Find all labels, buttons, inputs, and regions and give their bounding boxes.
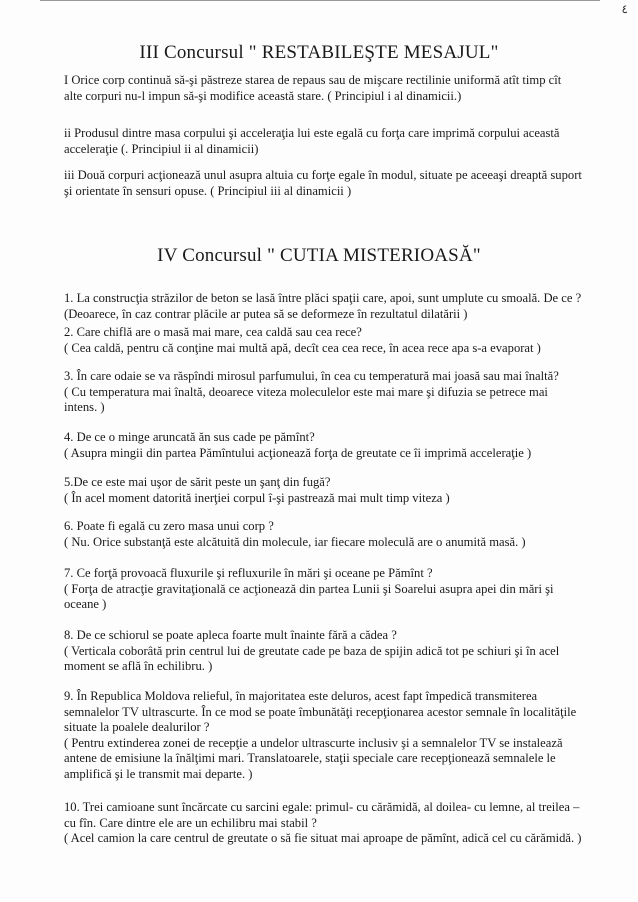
s4-item-3-line-3: intens. ) xyxy=(64,400,105,414)
s4-item-3 xyxy=(64,369,604,416)
s4-item-8-line-2: ( Verticala coborâtă prin centrul lui de greutate cade pe baza de spijin adică tot pe schiuri şi în acel xyxy=(64,643,560,658)
s4-item-3-line-2: ( Cu temperatura mai înaltă, deoarece viteza moleculelor este mai mare şi difuzia se petrece mai xyxy=(64,384,548,399)
s3-item-1-line-2: alte corpuri nu-l impun să-şi modifice această stare. ( Principiul i al dinamicii.) xyxy=(64,88,462,103)
s4-item-7-line-2: ( Forţa de atracţie gravitaţională ce acţionează din partea Lunii şi Soarelui asupra apei din mări şi xyxy=(64,581,554,596)
s4-item-7-line-3: oceane ) xyxy=(64,597,107,611)
s3-item-2 xyxy=(64,126,604,157)
section3-title: III Concursul " RESTABILEŞTE MESAJUL" xyxy=(139,42,499,63)
s4-item-8-line-1: 8. De ce schiorul se poate apleca foarte mult înainte fără a cădea ? xyxy=(64,628,397,642)
s4-item-7-line-1: 7. Ce forţă provoacă fluxurile şi refluxurile în mări şi oceane pe Pămînt ? xyxy=(64,566,433,580)
s4-item-3-line-1: 3. În care odaie se va răspîndi mirosul parfumului, în cea cu temperatură mai joasă sau mai înaltă? xyxy=(64,369,559,383)
s4-item-5 xyxy=(64,475,604,506)
s4-item-4-line-2: ( Asupra mingii din partea Pămîntului acţionează forţa de greutate ce îi imprimă acceleraţie ) xyxy=(64,445,532,460)
s4-item-2 xyxy=(64,325,604,356)
s4-item-9-line-5: antene de emisiune la înălţimi mari. Translatoarele, staţii speciale care recepţionează semnalele le xyxy=(64,751,556,765)
s4-item-10 xyxy=(64,800,604,847)
top-border-line xyxy=(40,0,600,5)
s4-item-5-line-1: 5.De ce este mai uşor de sărit peste un şanţ din fugă? xyxy=(64,475,331,489)
s4-item-9-line-1: 9. În Republica Moldova relieful, în majoritatea este deluros, acest fapt împedică transmiterea xyxy=(64,689,538,703)
s4-item-2-line-2: ( Cea caldă, pentru că conţine mai multă apă, decît cea cea rece, în acea rece apa s-a evaporat ) xyxy=(64,340,541,355)
section4-title: IV Concursul " CUTIA MISTERIOASĂ" xyxy=(157,245,481,266)
s4-item-9-line-2: semnalelor TV ultrascurte. În ce mod se poate îmbunătăţi recepţionarea acestor semnale în localităţile xyxy=(64,704,577,719)
s4-item-9-line-4: ( Pentru extinderea zonei de recepţie a undelor ultrascurte inclusiv şi a semnalelor TV se instalează xyxy=(64,735,563,750)
s4-item-7 xyxy=(64,566,604,613)
s3-item-3-line-1: iii Două corpuri acţionează unul asupra altuia cu forţe egale în modul, situate pe aceeaşi dreaptă suport xyxy=(64,168,582,182)
s4-item-6-line-1: 6. Poate fi egală cu zero masa unui corp ? xyxy=(64,519,274,533)
s4-item-2-line-1: 2. Care chiflă are o masă mai mare, cea caldă sau cea rece? xyxy=(64,325,362,339)
s4-item-9 xyxy=(64,689,604,782)
s3-item-3-line-2: şi orientate în sensuri opuse. ( Principiul iii al dinamicii ) xyxy=(64,183,352,198)
s4-item-4 xyxy=(64,430,604,461)
s4-item-10-line-2: cu fîn. Care dintre ele are un echilibru mai stabil ? xyxy=(64,815,317,830)
s4-item-1-line-1: 1. La construcţia străzilor de beton se lasă între plăci spaţii care, apoi, sunt umplute cu smoală. De ce ? xyxy=(64,291,582,305)
s4-item-10-line-3: ( Acel camion la care centrul de greutate o să fie situat mai aproape de pămînt, adică cel cu cărămidă. ) xyxy=(64,831,582,845)
s4-item-1-line-2: (Deoarece, în caz contrar plăcile ar putea să se deformeze în rezultatul dilatării ) xyxy=(64,306,468,321)
s3-item-1 xyxy=(64,73,604,104)
s4-item-9-line-3: situate la poalele dealurilor ? xyxy=(64,720,210,734)
corner-mark: ٤ xyxy=(621,2,628,16)
s3-item-2-line-1: ii Produsul dintre masa corpului şi acceleraţia lui este egală cu forţa care imprimă corpului această xyxy=(64,126,560,140)
s4-item-1 xyxy=(64,291,604,322)
s4-item-6-line-2: ( Nu. Orice substanţă este alcătuită din molecule, iar fiecare moleculă are o anumită masă. ) xyxy=(64,534,526,549)
s4-item-8-line-3: moment se află în echilibru. ) xyxy=(64,659,213,673)
s4-item-6 xyxy=(64,519,604,550)
s3-item-3 xyxy=(64,168,604,199)
s4-item-5-line-2: ( În acel moment datorită inerţiei corpul î-şi pastrează mai mult timp viteza ) xyxy=(64,490,450,505)
s4-item-9-line-6: amplifică şi le transmit mai departe. ) xyxy=(64,766,253,781)
s3-item-2-line-2: acceleraţie (. Principiul ii al dinamicii) xyxy=(64,141,259,156)
s4-item-8 xyxy=(64,628,604,675)
s4-item-4-line-1: 4. De ce o minge aruncată ăn sus cade pe pămînt? xyxy=(64,430,315,444)
s4-item-10-line-1: 10. Trei camioane sunt încărcate cu sarcini egale: primul- cu cărămidă, al doilea- cu lemne, al treilea – xyxy=(64,800,580,814)
s3-item-1-line-1: I Orice corp continuă să-şi păstreze starea de repaus sau de mişcare rectilinie uniformă atît timp cît xyxy=(64,73,562,87)
